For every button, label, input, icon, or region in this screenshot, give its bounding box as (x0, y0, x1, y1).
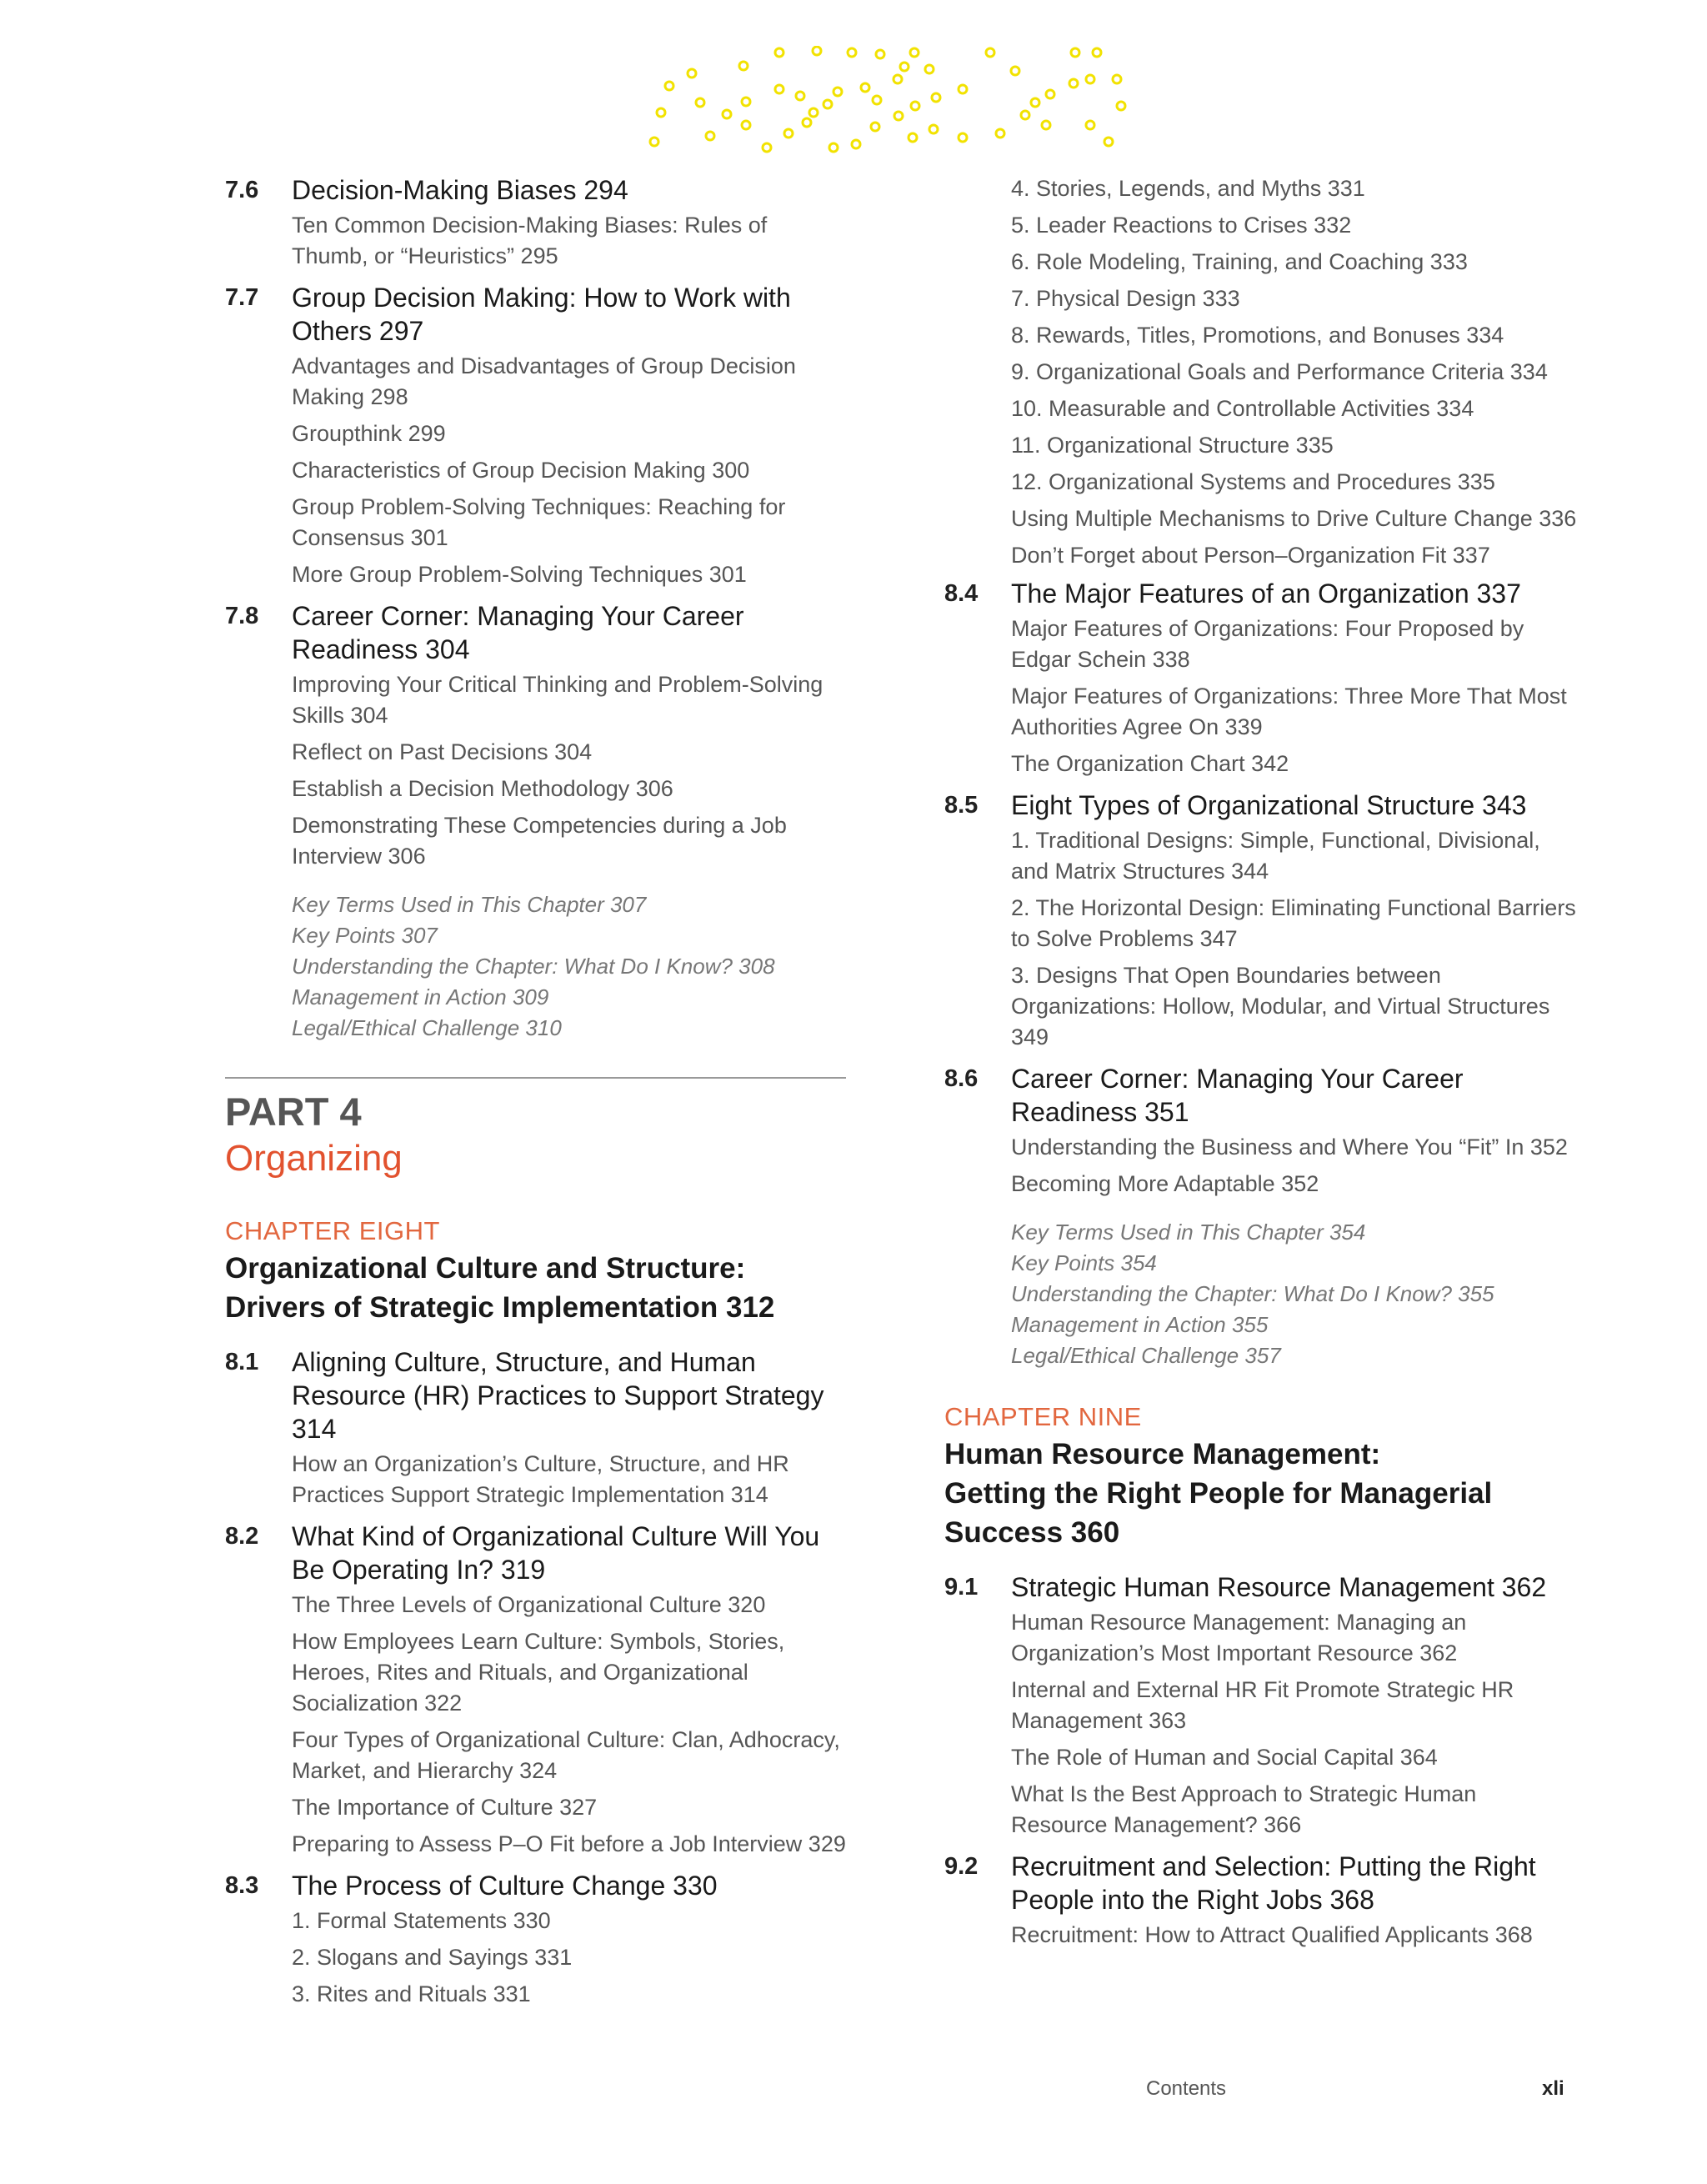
subsection-entry[interactable]: Using Multiple Mechanisms to Drive Culture Change 336 (1011, 506, 1577, 531)
chapter-title-line: Human Resource Management: (944, 1438, 1381, 1470)
subsection-entry: Group Problem-Solving Techniques: Reaching for Consensus 301 (292, 494, 786, 550)
subsection-entry: 2. Slogans and Sayings 331 (292, 1945, 573, 1970)
subsection-entry: Demonstrating These Competencies during a Job Interview 306 (292, 813, 787, 869)
end-matter-item[interactable]: Key Terms Used in This Chapter 307 (292, 892, 647, 917)
section-number: 8.2 (225, 1523, 259, 1550)
subsection-entry[interactable]: 6. Role Modeling, Training, and Coaching 333 (1011, 249, 1468, 274)
section-8-3-continued (1011, 173, 1578, 571)
section-8-3[interactable] (225, 1869, 846, 2016)
subsection-entry: Establish a Decision Methodology 306 (292, 776, 673, 801)
left-column (225, 173, 846, 2016)
section-title: Career Corner: Managing Your Career Readiness 351 (1011, 1064, 1464, 1127)
subsection-entry: Groupthink 299 (292, 421, 446, 446)
section-number: 8.1 (225, 1349, 259, 1375)
subsection-entry: The Three Levels of Organizational Culture 320 (292, 1592, 766, 1617)
subsection-entry: The Importance of Culture 327 (292, 1795, 598, 1820)
section-number: 7.7 (225, 284, 259, 311)
section-8-2[interactable] (225, 1520, 846, 1866)
subsection-entry: Advantages and Disadvantages of Group Decision Making 298 (292, 353, 796, 409)
subsection-entry: The Organization Chart 342 (1011, 751, 1289, 776)
subsection-entry[interactable]: Don’t Forget about Person–Organization Fit 337 (1011, 543, 1490, 568)
section-number: 9.2 (944, 1853, 979, 1880)
section-7-6[interactable] (225, 173, 846, 278)
end-matter-item[interactable]: Key Points 354 (1011, 1250, 1157, 1275)
subsection-entry: 1. Formal Statements 330 (292, 1908, 551, 1933)
footer-label: Contents (1146, 2077, 1227, 2100)
subsection-entry: 3. Rites and Rituals 331 (292, 1981, 531, 2006)
section-9-2[interactable] (944, 1850, 1578, 1956)
subsection-entry: How Employees Learn Culture: Symbols, Stories, Heroes, Rites and Rituals, and Organizational Socialization 322 (292, 1629, 785, 1716)
section-title: The Major Features of an Organization 337 (1011, 579, 1521, 609)
subsection-entry: Reflect on Past Decisions 304 (292, 739, 593, 764)
section-7-7[interactable] (225, 281, 846, 596)
chapter-title-line: Getting the Right People for Managerial (944, 1477, 1493, 1510)
subsection-entry: How an Organization’s Culture, Structure, and HR Practices Support Strategic Implementation 314 (292, 1451, 789, 1507)
section-title: The Process of Culture Change 330 (292, 1871, 718, 1901)
section-number: 8.4 (944, 580, 979, 607)
subsection-entry[interactable]: 12. Organizational Systems and Procedures 335 (1011, 469, 1495, 494)
section-number: 9.1 (944, 1574, 979, 1600)
section-number: 7.8 (225, 603, 259, 629)
section-number: 8.6 (944, 1065, 979, 1092)
chapter-end-matter (1011, 1217, 1578, 1371)
subsection-entry[interactable]: 5. Leader Reactions to Crises 332 (1011, 213, 1352, 238)
decorative-dot-pattern (633, 46, 1134, 154)
section-title: Decision-Making Biases 294 (292, 175, 628, 205)
section-title: What Kind of Organizational Culture Will You Be Operating In? 319 (292, 1521, 820, 1585)
subsection-entry: Improving Your Critical Thinking and Problem-Solving Skills 304 (292, 672, 823, 728)
end-matter-item[interactable]: Management in Action 355 (1011, 1312, 1269, 1337)
section-8-1[interactable] (225, 1345, 846, 1516)
subsection-entry: Recruitment: How to Attract Qualified Applicants 368 (1011, 1922, 1533, 1947)
section-7-8[interactable] (225, 599, 846, 878)
subsection-entry: 1. Traditional Designs: Simple, Functional, Divisional, and Matrix Structures 344 (1011, 828, 1540, 884)
subsection-entry[interactable]: 10. Measurable and Controllable Activities 334 (1011, 396, 1474, 421)
section-number: 7.6 (225, 177, 259, 203)
subsection-entry: Ten Common Decision-Making Biases: Rules of Thumb, or “Heuristics” 295 (292, 213, 768, 268)
subsection-entry[interactable]: 7. Physical Design 333 (1011, 286, 1240, 311)
end-matter-item[interactable]: Key Points 307 (292, 923, 438, 948)
section-title: Career Corner: Managing Your Career Readiness 304 (292, 601, 744, 664)
section-title: Eight Types of Organizational Structure 343 (1011, 790, 1527, 820)
right-column (944, 173, 1578, 1956)
section-9-1[interactable] (944, 1570, 1578, 1846)
section-8-4[interactable] (944, 577, 1578, 785)
section-title: Strategic Human Resource Management 362 (1011, 1572, 1547, 1602)
subsection-entry: Four Types of Organizational Culture: Clan, Adhocracy, Market, and Hierarchy 324 (292, 1727, 840, 1783)
end-matter-item[interactable]: Understanding the Chapter: What Do I Know? 355 (1011, 1281, 1494, 1306)
subsection-entry: Characteristics of Group Decision Making 300 (292, 458, 750, 483)
section-title: Group Decision Making: How to Work with Others 297 (292, 283, 791, 346)
chapter-title-line: Drivers of Strategic Implementation 312 (225, 1291, 775, 1324)
chapter-label: CHAPTER EIGHT (225, 1216, 440, 1245)
chapter-title[interactable] (944, 1435, 1578, 1552)
subsection-entry: Major Features of Organizations: Four Proposed by Edgar Schein 338 (1011, 616, 1524, 672)
part-label: PART 4 (225, 1089, 362, 1134)
subsection-entry: What Is the Best Approach to Strategic Human Resource Management? 366 (1011, 1781, 1477, 1837)
page-number: xli (1542, 2077, 1564, 2100)
chapter-end-matter (292, 889, 846, 1044)
section-number: 8.3 (225, 1872, 259, 1899)
subsection-entry: Understanding the Business and Where You “Fit” In 352 (1011, 1135, 1568, 1160)
chapter-title-line: Success 360 (944, 1516, 1120, 1549)
subsection-entry: More Group Problem-Solving Techniques 301 (292, 562, 747, 587)
subsection-entry: Internal and External HR Fit Promote Strategic HR Management 363 (1011, 1677, 1514, 1733)
subsection-entry: 3. Designs That Open Boundaries between Organizations: Hollow, Modular, and Virtual Structures 349 (1011, 963, 1550, 1049)
end-matter-item[interactable]: Legal/Ethical Challenge 310 (292, 1015, 562, 1040)
section-number: 8.5 (944, 792, 979, 819)
subsection-entry: Becoming More Adaptable 352 (1011, 1171, 1319, 1196)
chapter-label: CHAPTER NINE (944, 1402, 1142, 1431)
end-matter-item[interactable]: Management in Action 309 (292, 984, 549, 1009)
end-matter-item[interactable]: Understanding the Chapter: What Do I Know? 308 (292, 954, 775, 979)
end-matter-item[interactable]: Legal/Ethical Challenge 357 (1011, 1343, 1281, 1368)
subsection-entry[interactable]: 8. Rewards, Titles, Promotions, and Bonuses 334 (1011, 323, 1504, 348)
subsection-entry: Major Features of Organizations: Three More That Most Authorities Agree On 339 (1011, 684, 1567, 739)
end-matter-item[interactable]: Key Terms Used in This Chapter 354 (1011, 1220, 1366, 1245)
subsection-entry[interactable]: 4. Stories, Legends, and Myths 331 (1011, 176, 1365, 201)
subsection-entry[interactable]: 11. Organizational Structure 335 (1011, 433, 1334, 458)
section-title: Recruitment and Selection: Putting the Right People into the Right Jobs 368 (1011, 1851, 1536, 1915)
part-divider (225, 1077, 846, 1079)
subsection-entry: 2. The Horizontal Design: Eliminating Functional Barriers to Solve Problems 347 (1011, 895, 1576, 951)
section-8-5[interactable] (944, 789, 1578, 1059)
subsection-entry: Human Resource Management: Managing an Organization’s Most Important Resource 362 (1011, 1610, 1467, 1666)
subsection-entry: Preparing to Assess P–O Fit before a Job Interview 329 (292, 1831, 846, 1856)
subsection-entry: The Role of Human and Social Capital 364 (1011, 1745, 1438, 1770)
section-title: Aligning Culture, Structure, and Human Resource (HR) Practices to Support Strategy 314 (292, 1347, 824, 1444)
chapter-title[interactable] (225, 1249, 846, 1327)
part-title: Organizing (225, 1138, 403, 1179)
section-8-6[interactable] (944, 1062, 1578, 1205)
subsection-entry[interactable]: 9. Organizational Goals and Performance Criteria 334 (1011, 359, 1548, 384)
chapter-title-line: Organizational Culture and Structure: (225, 1252, 746, 1285)
